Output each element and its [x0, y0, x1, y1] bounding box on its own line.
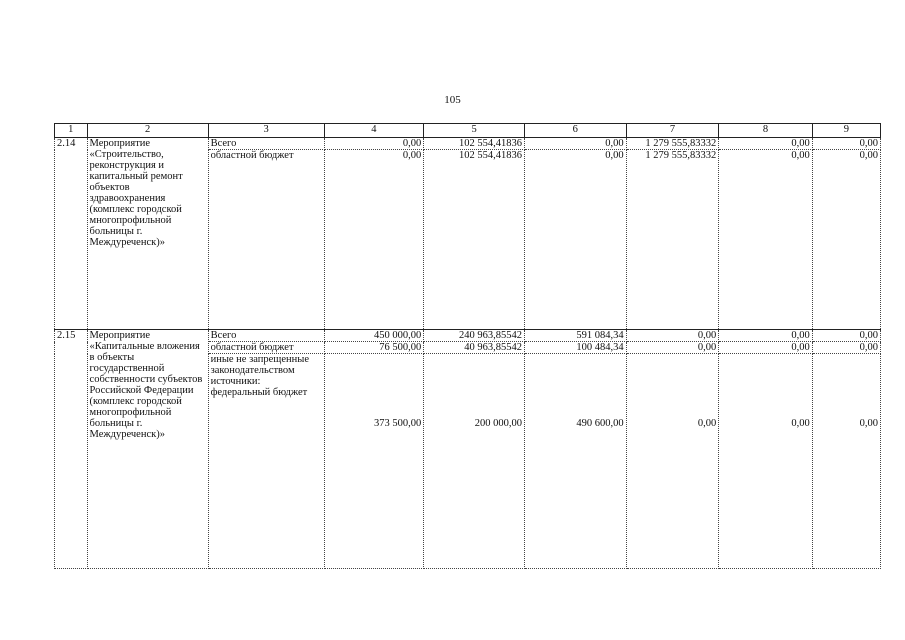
cell-c8: 0,00: [719, 342, 813, 354]
column-header: 1: [55, 124, 88, 138]
cell-c9: 0,00: [812, 354, 880, 569]
cell-c6: 591 084,34: [524, 330, 626, 342]
cell-c7: 0,00: [626, 354, 719, 569]
cell-c9: 0,00: [812, 330, 880, 342]
cell-c7: 1 279 555,83332: [626, 150, 719, 330]
column-header: 7: [626, 124, 719, 138]
cell-c7: 0,00: [626, 330, 719, 342]
cell-c6: 100 484,34: [524, 342, 626, 354]
table-row: [55, 138, 881, 150]
funding-source: Всего: [208, 138, 324, 150]
cell-c5: 102 554,41836: [424, 150, 525, 330]
cell-c6: 0,00: [524, 150, 626, 330]
cell-c5: 102 554,41836: [424, 138, 525, 150]
row-number: 2.14: [55, 138, 88, 330]
cell-c4: 0,00: [324, 138, 424, 150]
cell-c8: 0,00: [719, 138, 813, 150]
cell-c8: 0,00: [719, 330, 813, 342]
funding-source: областной бюджет: [208, 150, 324, 330]
column-header: 6: [524, 124, 626, 138]
row-number: 2.15: [55, 330, 88, 569]
funding-source: иные не запрещенные законодательством источники: федеральный бюджет: [208, 354, 324, 569]
cell-c7: 1 279 555,83332: [626, 138, 719, 150]
cell-c9: 0,00: [812, 138, 880, 150]
cell-c6: 490 600,00: [524, 354, 626, 569]
cell-c5: 200 000,00: [424, 354, 525, 569]
column-header: 3: [208, 124, 324, 138]
cell-c4: 373 500,00: [324, 354, 424, 569]
row-description: Мероприятие «Капитальные вложения в объекты государственной собственности субъектов Российской Федерации (комплекс городской многопрофильной больницы г. Междуреченск)»: [87, 330, 208, 569]
column-header: 4: [324, 124, 424, 138]
budget-table: [54, 123, 881, 569]
cell-c8: 0,00: [719, 150, 813, 330]
funding-source: Всего: [208, 330, 324, 342]
column-header: 9: [812, 124, 880, 138]
column-header-row: [55, 124, 881, 138]
cell-c6: 0,00: [524, 138, 626, 150]
cell-c4: 76 500,00: [324, 342, 424, 354]
cell-c8: 0,00: [719, 354, 813, 569]
cell-c7: 0,00: [626, 342, 719, 354]
column-header: 5: [424, 124, 525, 138]
funding-source: областной бюджет: [208, 342, 324, 354]
cell-c9: 0,00: [812, 342, 880, 354]
cell-c4: 0,00: [324, 150, 424, 330]
row-description: Мероприятие «Строительство, реконструкция и капитальный ремонт объектов здравоохранения (комплекс городской многопрофильной больницы г. Междуреченск)»: [87, 138, 208, 330]
column-header: 8: [719, 124, 813, 138]
cell-c5: 40 963,85542: [424, 342, 525, 354]
page-number: 105: [444, 94, 461, 106]
cell-c4: 450 000,00: [324, 330, 424, 342]
cell-c9: 0,00: [812, 150, 880, 330]
table-row: [55, 330, 881, 342]
cell-c5: 240 963,85542: [424, 330, 525, 342]
column-header: 2: [87, 124, 208, 138]
